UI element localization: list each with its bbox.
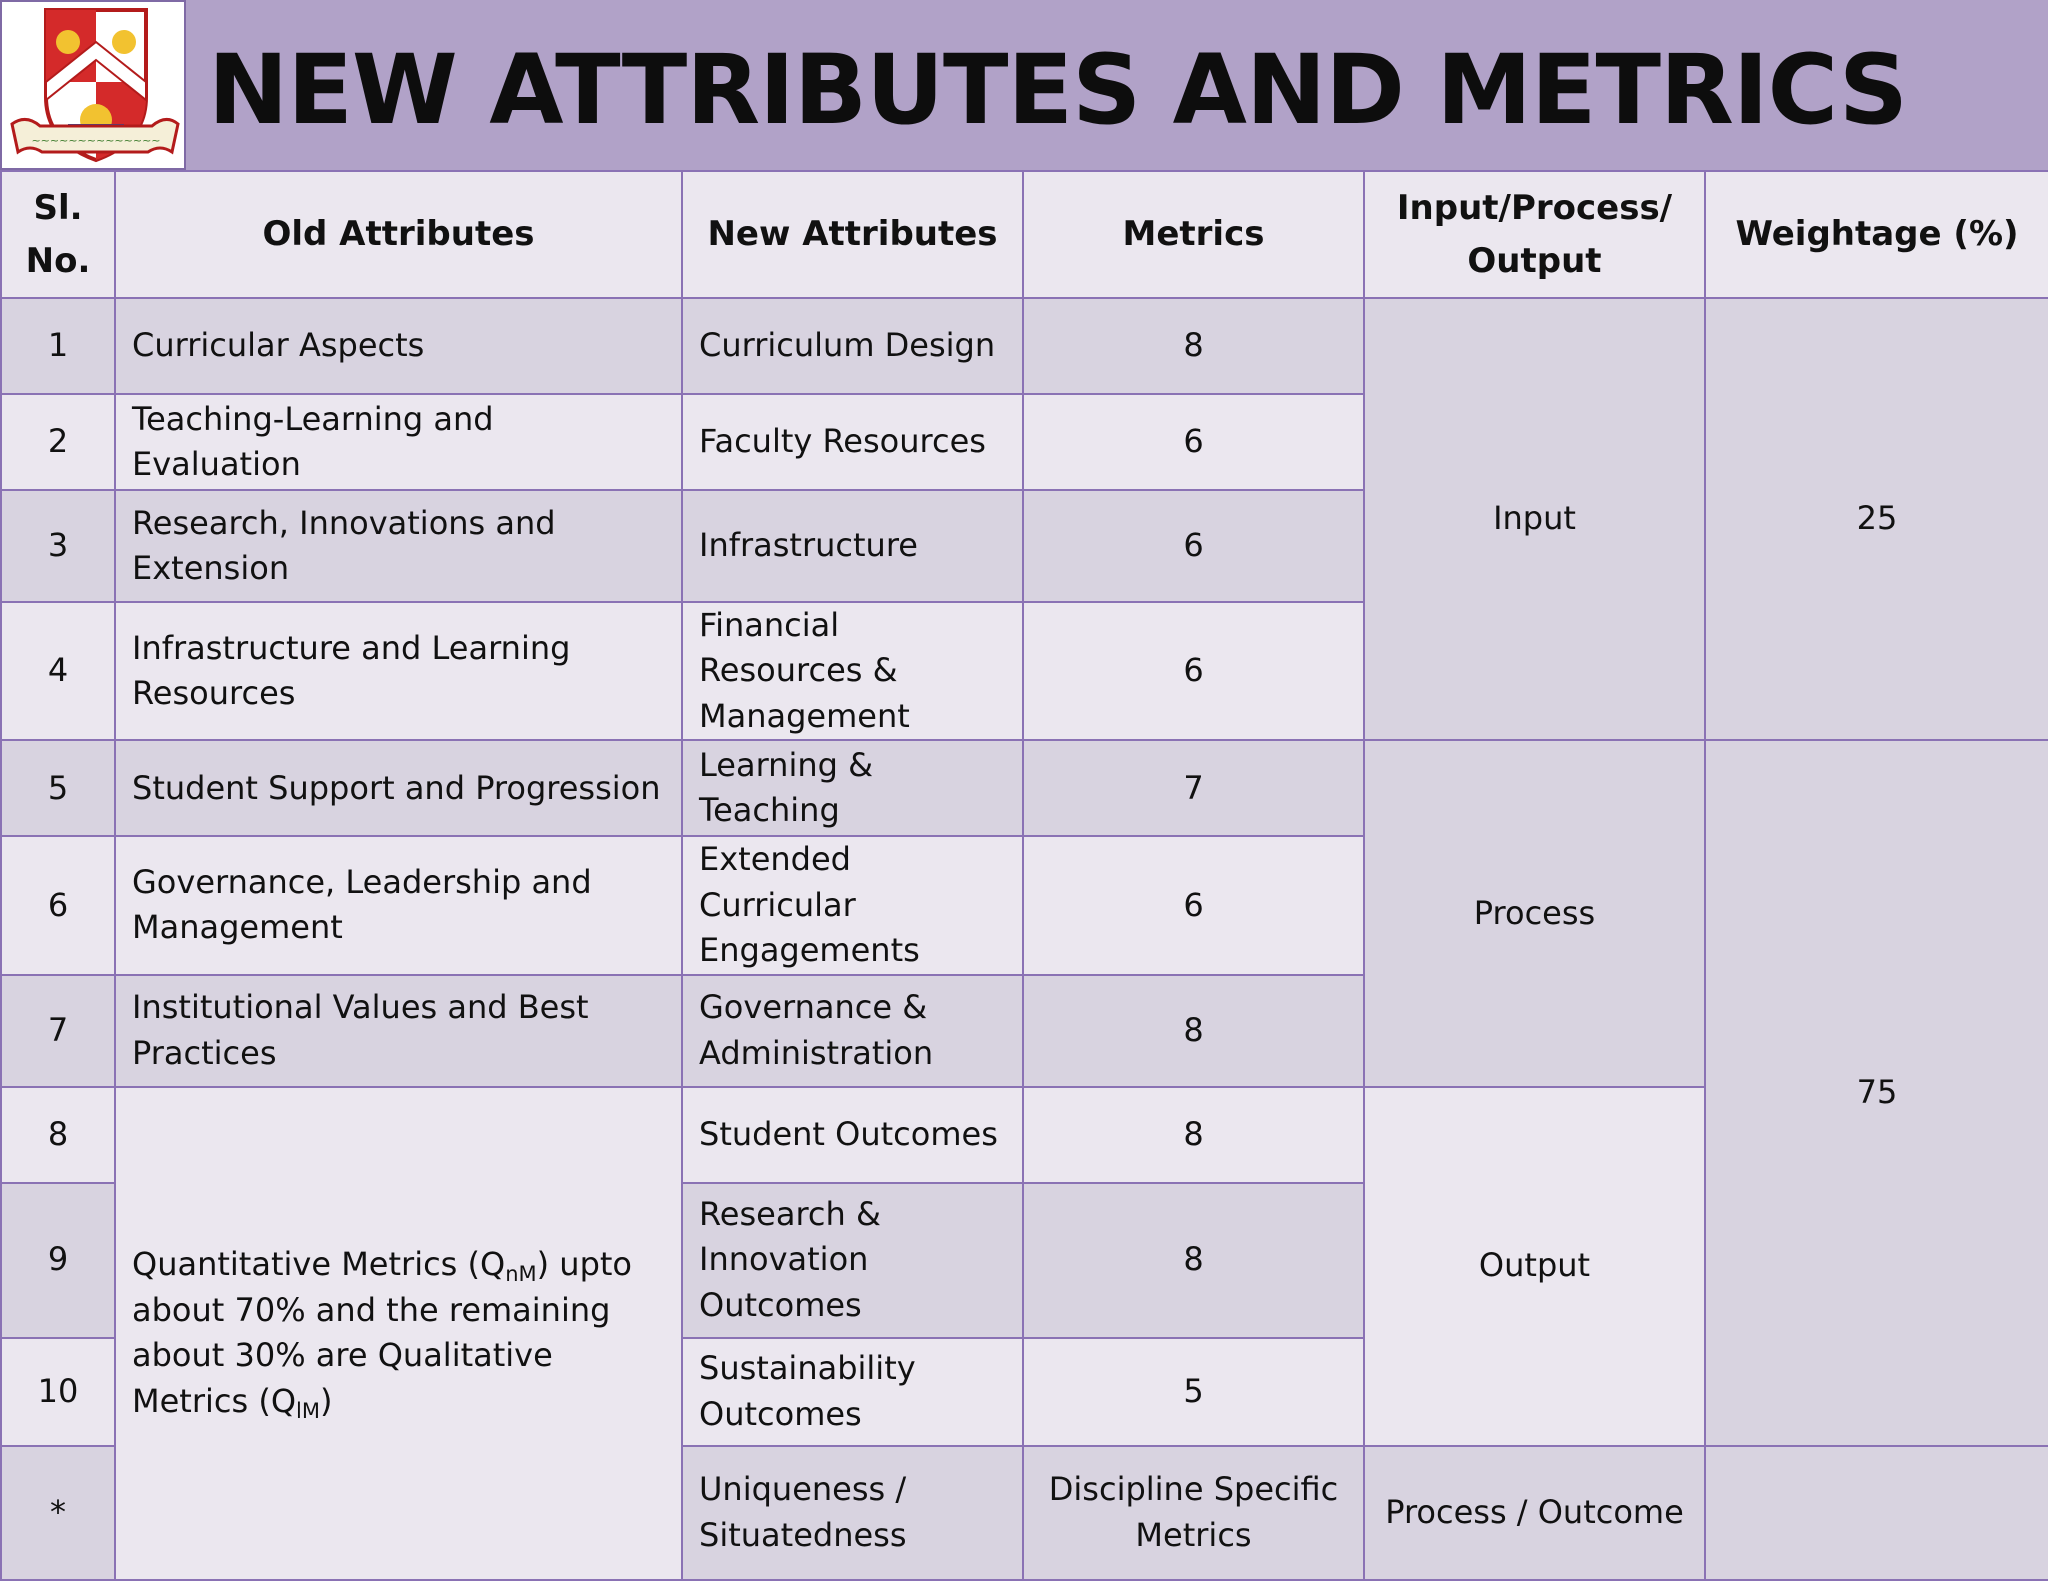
- page-title: NEW ATTRIBUTES AND METRICS: [208, 34, 1907, 146]
- table-row: [1, 298, 2048, 394]
- row-new-attribute: Curriculum Design: [682, 298, 1023, 394]
- row-metrics: Discipline Specific Metrics: [1023, 1446, 1364, 1580]
- row-old-attribute: Research, Innovations and Extension: [115, 490, 682, 602]
- row-new-attribute: Sustainability Outcomes: [682, 1338, 1023, 1446]
- row-new-attribute: Extended Curricular Engagements: [682, 836, 1023, 974]
- row-slno: *: [1, 1446, 115, 1580]
- quantitative-metrics-note: [115, 1087, 682, 1580]
- group-process: Process: [1364, 740, 1705, 1086]
- row-new-attribute: Governance & Administration: [682, 975, 1023, 1087]
- attributes-table: [0, 170, 2048, 1581]
- row-slno: 1: [1, 298, 115, 394]
- row-slno: 5: [1, 740, 115, 836]
- row-old-attribute: Institutional Values and Best Practices: [115, 975, 682, 1087]
- quant-note-part1: Quantitative Metrics (Q: [132, 1245, 506, 1284]
- row-new-attribute: Infrastructure: [682, 490, 1023, 602]
- row-new-attribute: Research & Innovation Outcomes: [682, 1183, 1023, 1338]
- row-metrics: 6: [1023, 394, 1364, 490]
- row-metrics: 8: [1023, 975, 1364, 1087]
- header-new-attributes: New Attributes: [682, 171, 1023, 298]
- row-new-attribute: Learning & Teaching: [682, 740, 1023, 836]
- header-input-process-output: Input/Process/ Output: [1364, 171, 1705, 298]
- table-header-row: [1, 171, 2048, 298]
- row-metrics: 7: [1023, 740, 1364, 836]
- group-output: Output: [1364, 1087, 1705, 1446]
- row-old-attribute: Infrastructure and Learning Resources: [115, 602, 682, 740]
- row-slno: 3: [1, 490, 115, 602]
- row-slno: 6: [1, 836, 115, 974]
- row-new-attribute: Financial Resources & Management: [682, 602, 1023, 740]
- weight-process-output: 75: [1705, 740, 2048, 1445]
- row-metrics: 5: [1023, 1338, 1364, 1446]
- header-slno: Sl. No.: [1, 171, 115, 298]
- quant-note-part2: ) upto about 70% and the remaining about 30% are Qualitative Metrics (Q: [132, 1245, 632, 1420]
- row-metrics: 8: [1023, 298, 1364, 394]
- row-new-attribute: Uniqueness / Situatedness: [682, 1446, 1023, 1580]
- row-slno: 10: [1, 1338, 115, 1446]
- row-old-attribute: Student Support and Progression: [115, 740, 682, 836]
- row-slno: 7: [1, 975, 115, 1087]
- quant-note-sub1: nM: [505, 1262, 537, 1287]
- row-new-attribute: Faculty Resources: [682, 394, 1023, 490]
- header-metrics: Metrics: [1023, 171, 1364, 298]
- row-slno: 8: [1, 1087, 115, 1183]
- crest-icon: [6, 2, 182, 170]
- row-metrics: 8: [1023, 1087, 1364, 1183]
- row-new-attribute: Student Outcomes: [682, 1087, 1023, 1183]
- row-weight-empty: [1705, 1446, 2048, 1580]
- row-old-attribute: Governance, Leadership and Management: [115, 836, 682, 974]
- quant-note-part3: ): [319, 1381, 333, 1420]
- row-old-attribute: Curricular Aspects: [115, 298, 682, 394]
- row-slno: 2: [1, 394, 115, 490]
- row-metrics: 8: [1023, 1183, 1364, 1338]
- row-old-attribute: Teaching-Learning and Evaluation: [115, 394, 682, 490]
- table-row: [1, 740, 2048, 836]
- header-weightage: Weightage (%): [1705, 171, 2048, 298]
- row-metrics: 6: [1023, 602, 1364, 740]
- row-slno: 9: [1, 1183, 115, 1338]
- row-slno: 4: [1, 602, 115, 740]
- header-old-attributes: Old Attributes: [115, 171, 682, 298]
- quant-note-sub2: lM: [296, 1398, 320, 1423]
- weight-input: 25: [1705, 298, 2048, 740]
- row-ipo: Process / Outcome: [1364, 1446, 1705, 1580]
- group-input: Input: [1364, 298, 1705, 740]
- svg-text:~~~~~~~~~~~~~~: ~~~~~~~~~~~~~~: [31, 134, 161, 147]
- row-metrics: 6: [1023, 490, 1364, 602]
- logo-crest: [0, 0, 186, 170]
- row-metrics: 6: [1023, 836, 1364, 974]
